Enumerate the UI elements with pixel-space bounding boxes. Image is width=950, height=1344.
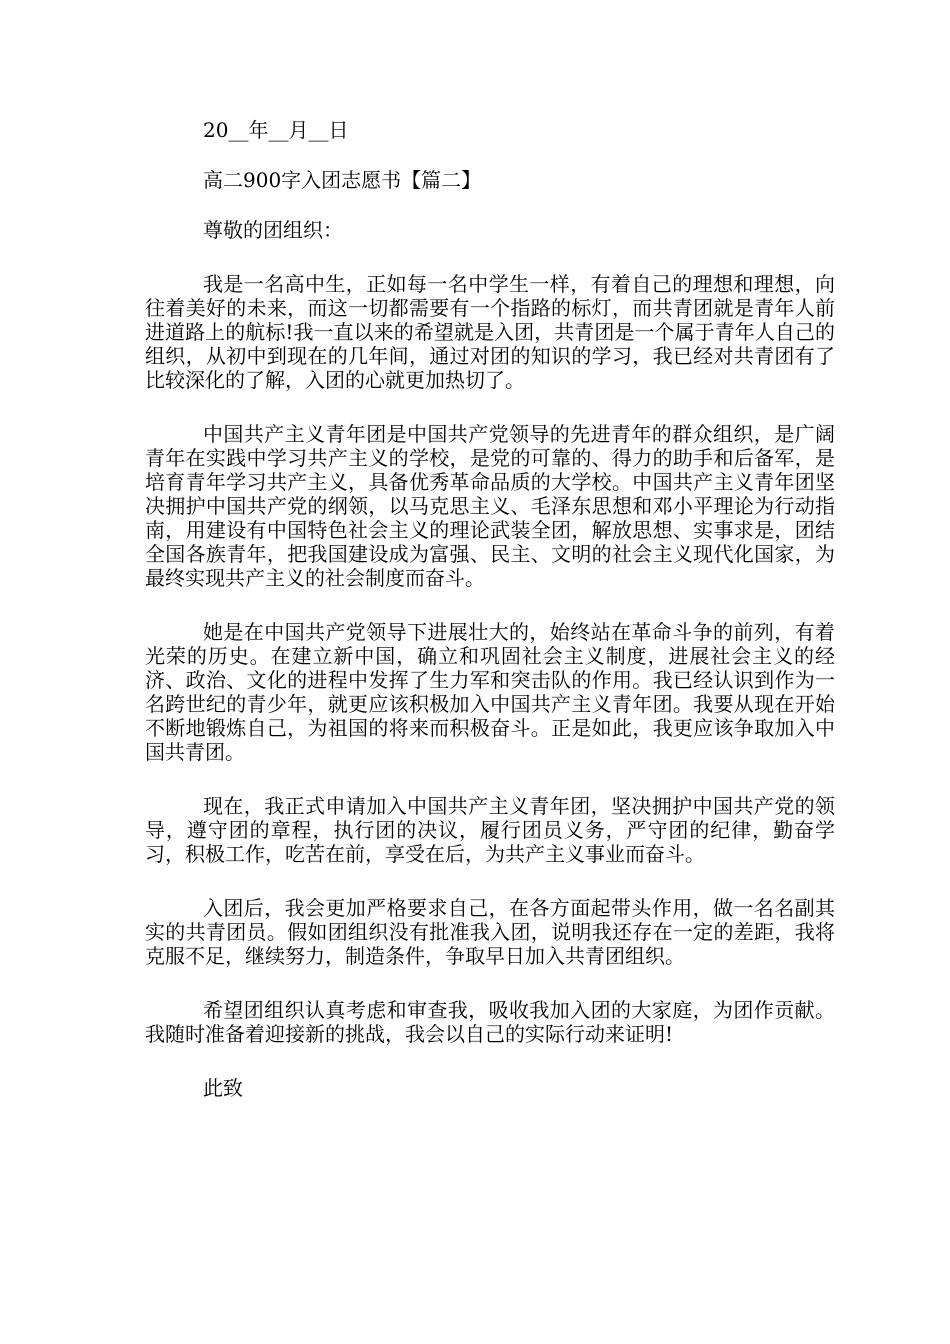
closing-line: 此致 <box>203 1076 243 1100</box>
paragraph-1: 我是一名高中生，正如每一名中学生一样，有着自己的理想和理想，向往着美好的未来，而这一切都需要有一个指路的标灯，而共青团就是青年人前进道路上的航标!我一直以来的希望就是入团，共青团是一个属于青年人自己的组织，从初中到现在的几年间，通过对团的知识的学习，我已经对共青团有了比较深化的了解，入团的心就更加热切了。 <box>145 272 835 392</box>
paragraph-3: 她是在中国共产党领导下进展壮大的，始终站在革命斗争的前列，有着光荣的历史。在建立新中国，确立和巩固社会主义制度，进展社会主义的经济、政治、文化的进程中发挥了生力军和突击队的作用。我已经认识到作为一名跨世纪的青少年，就更应该积极加入中国共产主义青年团。我要从现在开始不断地锻炼自己，为祖国的将来而积极奋斗。正是如此，我更应该争取加入中国共青团。 <box>145 620 835 764</box>
date-line: 20__年__月__日 <box>203 118 349 142</box>
paragraph-4: 现在，我正式申请加入中国共产主义青年团，坚决拥护中国共产党的领导，遵守团的章程，执行团的决议，履行团员义务，严守团的纪律，勤奋学习，积极工作，吃苦在前，享受在后，为共产主义事业而奋斗。 <box>145 794 835 866</box>
paragraph-6: 希望团组织认真考虑和审查我，吸收我加入团的大家庭，为团作贡献。我随时准备着迎接新的挑战，我会以自己的实际行动来证明! <box>145 998 835 1046</box>
paragraph-5: 入团后，我会更加严格要求自己，在各方面起带头作用，做一名名副其实的共青团员。假如团组织没有批准我入团，说明我还存在一定的差距，我将克服不足，继续努力，制造条件，争取早日加入共青团组织。 <box>145 896 835 968</box>
salutation: 尊敬的团组织： <box>203 218 343 242</box>
document-body <box>145 118 835 1100</box>
document-title: 高二900字入团志愿书【篇二】 <box>203 168 482 192</box>
paragraph-2: 中国共产主义青年团是中国共产党领导的先进青年的群众组织，是广阔青年在实践中学习共产主义的学校，是党的可靠的、得力的助手和后备军，是培育青年学习共产主义，具备优秀革命品质的大学校。中国共产主义青年团坚决拥护中国共产党的纲领，以马克思主义、毛泽东思想和邓小平理论为行动指南，用建设有中国特色社会主义的理论武装全团，解放思想、实事求是，团结全国各族青年，把我国建设成为富强、民主、文明的社会主义现代化国家，为最终实现共产主义的社会制度而奋斗。 <box>145 422 835 590</box>
